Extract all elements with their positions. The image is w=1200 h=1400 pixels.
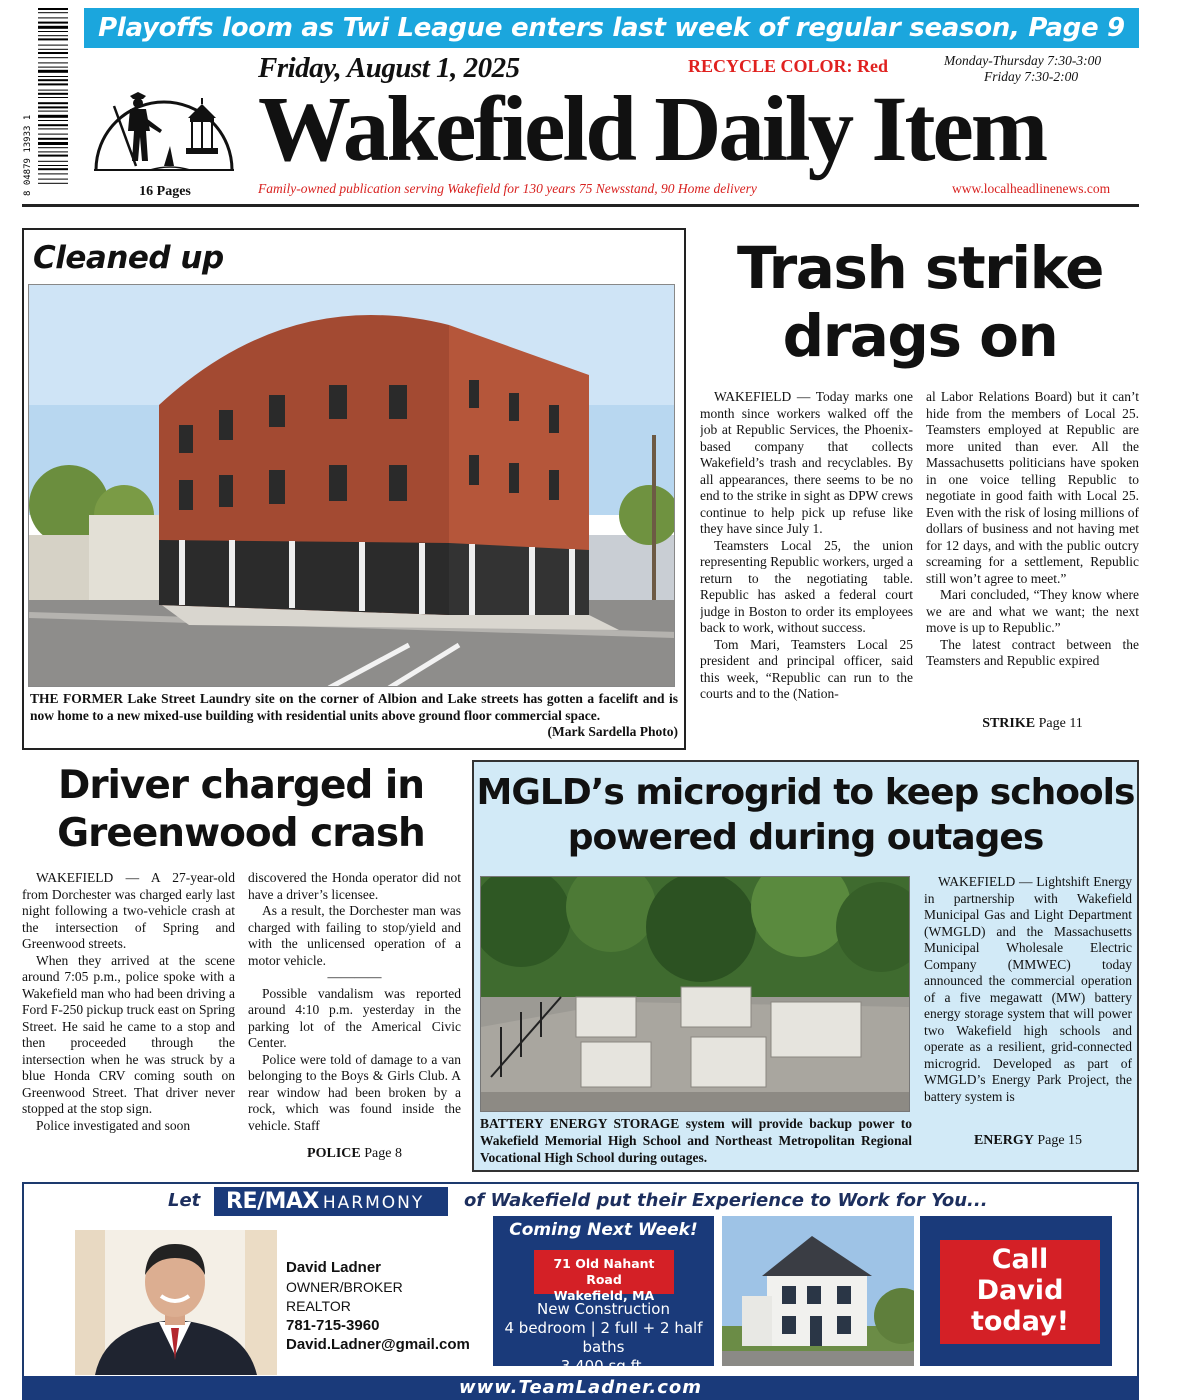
photo-feature-caption: THE FORMER Lake Street Laundry site on the corner of Albion and Lake streets has gotten a facelift and is now home to a new mixed-use building with residential units above ground floor commercial space. <box>30 691 678 723</box>
agent-portrait-image <box>75 1230 277 1375</box>
agent-name: David Ladner <box>286 1259 382 1276</box>
barcode-bar <box>38 120 68 121</box>
agent-portrait <box>75 1230 277 1375</box>
jump-page: Page 11 <box>1038 716 1083 731</box>
battery-storage-photo[interactable] <box>480 876 910 1112</box>
recycle-color-notice: RECYCLE COLOR: Red <box>688 56 889 76</box>
listing-town: Wakefield, MA <box>553 1288 655 1303</box>
remax-harmony-logo <box>214 1187 448 1216</box>
barcode-bar <box>38 147 68 148</box>
barcode-bar <box>38 115 68 118</box>
ad-slogan: of Wakefield put their Experience to Work for You... <box>464 1190 988 1211</box>
listing-rooms: 4 bedroom | 2 full + 2 half baths <box>504 1319 703 1356</box>
barcode-bar <box>38 52 68 54</box>
barcode-bar <box>38 183 68 184</box>
barcode-bar <box>38 161 68 162</box>
barcode-bar <box>38 155 68 157</box>
call-line: Call <box>991 1244 1049 1275</box>
trash-strike-column-1 <box>700 389 913 735</box>
listing-type: New Construction <box>537 1300 670 1318</box>
barcode-bar <box>38 97 68 98</box>
mgld-microgrid-headline[interactable]: MGLD’s microgrid to keep schools powered during outages <box>476 772 1135 858</box>
barcode-bar <box>38 45 68 46</box>
agent-title: OWNER/BROKER <box>286 1279 403 1295</box>
barcode-bar <box>38 79 68 81</box>
driver-story-paragraph: Possible vandalism was reported around 4:10 p.m. yesterday in the parking lot of the Americal Civic Center. <box>248 985 461 1050</box>
barcode-bar <box>38 90 68 91</box>
barcode-bar <box>38 62 68 63</box>
agent-email[interactable]: David.Ladner@gmail.com <box>286 1336 470 1353</box>
driver-story-column-2 <box>248 870 461 1140</box>
newspaper-nameplate: Wakefield Daily Item <box>258 78 1046 181</box>
battery-photo-caption: BATTERY ENERGY STORAGE system will provide backup power to Wakefield Memorial High School and Northeast Metropolitan Regional Vocational High School during outages. <box>480 1116 912 1165</box>
mgld-story-column <box>924 874 1132 1126</box>
barcode-bar <box>38 93 68 95</box>
remax-office: HARMONY <box>322 1193 425 1213</box>
barcode-bar <box>38 106 68 108</box>
barcode-bar <box>38 17 68 18</box>
barcode-bar <box>38 38 68 40</box>
agent-phone[interactable]: 781-715-3960 <box>286 1317 380 1334</box>
trash-strike-paragraph: The latest contract between the Teamsters and Republic expired <box>926 636 1139 668</box>
masthead-divider <box>22 204 1139 207</box>
issue-date: Friday, August 1, 2025 <box>258 52 520 84</box>
barcode-bar <box>38 128 68 129</box>
jump-keyword: POLICE <box>307 1146 361 1161</box>
listing-house-image <box>722 1216 914 1366</box>
battery-storage-photo-image <box>481 877 910 1112</box>
driver-story-column-1 <box>22 870 235 1172</box>
barcode-bar <box>38 142 68 145</box>
ad-intro-word: Let <box>168 1190 201 1211</box>
jump-keyword: STRIKE <box>982 716 1036 731</box>
trash-strike-paragraph: Tom Mari, Teamsters Local 25 president and principal officer, said this week, “Republic can run to the courts and to the (Nation- <box>700 636 913 701</box>
barcode-bar <box>38 83 68 85</box>
trash-strike-paragraph-continued: al Labor Relations Board) but it can’t hide from the members of Local 25. Teamsters employed at Republic are more united than ever. All the Massachusetts politicians have spoken in one voice telling Republic to negotiate in good faith with Local 25. Even with the risk of losing millions of dollars of business and not having met for 12 days, and with the public outcry screaming for a settlement, Republic still won’t agree to meet.” <box>926 389 1139 586</box>
trash-strike-paragraph: Teamsters Local 25, the union representing Republic workers, urged a return to the negotiating table. Republic has asked a federal court judge in Boston to order its employees back to work, without success. <box>700 537 913 635</box>
barcode-bar <box>38 168 68 170</box>
police-log-separator: ———— <box>327 969 382 984</box>
barcode-bar <box>38 151 68 152</box>
building-photo[interactable] <box>28 284 675 687</box>
agent-contact-info <box>286 1257 470 1354</box>
driver-story-jump-line[interactable] <box>248 1146 461 1162</box>
jump-page: Page 15 <box>1037 1133 1083 1148</box>
office-hours-weekday: Monday-Thursday 7:30-3:00 <box>944 53 1102 68</box>
building-photo-image <box>29 285 675 687</box>
barcode-bar <box>38 8 68 10</box>
listing-size: 3,400 sq.ft. <box>560 1357 647 1375</box>
barcode-bar <box>38 179 68 180</box>
page-count: 16 Pages <box>139 184 191 199</box>
mgld-story-jump-line[interactable] <box>924 1133 1132 1149</box>
barcode-bar <box>38 35 68 36</box>
driver-story-paragraph: When they arrived at the scene around 7:05 p.m., police spoke with a Wakefield man who had been driving a Ford F-250 pickup truck east on Spring Street. He said he came to a stop and then proceeded through the intersection when he was struck by a blue Honda CRV coming south on Greenwood Street. That driver never stopped at the stop sign. <box>22 952 235 1116</box>
driver-story-paragraph: WAKEFIELD — A 27-year-old from Dorchester was charged early last night following a two-vehicle crash at the intersection of Spring and Greenwood streets. <box>22 870 235 951</box>
barcode-bar <box>38 173 68 174</box>
barcode-bar <box>38 26 68 29</box>
call-line: David <box>976 1275 1064 1306</box>
top-banner-teaser[interactable]: Playoffs loom as Twi League enters last week of regular season, Page 9 <box>84 8 1139 48</box>
listing-house-photo <box>722 1216 914 1366</box>
barcode-bar <box>38 165 68 166</box>
barcode-bar <box>38 31 68 32</box>
trash-strike-paragraph: Mari concluded, “They know where we are and what we want; the next move is up to Republic.” <box>926 587 1139 635</box>
listing-address-box <box>534 1250 674 1303</box>
coming-next-week-title: Coming Next Week! <box>509 1220 698 1240</box>
trash-strike-column-2 <box>926 389 1139 707</box>
driver-charged-headline[interactable]: Driver charged in Greenwood crash <box>57 763 425 856</box>
barcode-bar <box>38 124 68 126</box>
office-hours-friday: Friday 7:30-2:00 <box>984 69 1079 84</box>
barcode-bar <box>38 134 68 135</box>
barcode-bar <box>38 12 68 13</box>
trash-strike-paragraph: WAKEFIELD — Today marks one month since workers walked off the job at Republic Services, the Phoenix-based company that collects Wakefield’s trash and recyclables. By all appearances, there seems to be no end to the strike in sight as DPW crews continue to help pick up refuse like they have since July 1. <box>700 389 913 536</box>
masthead-tagline: Family-owned publication serving Wakefield for 130 years 75 Newsstand, 90 Home delivery <box>258 181 757 196</box>
team-website-link[interactable]: www.TeamLadner.com <box>22 1376 1139 1400</box>
minuteman-logo-icon <box>90 78 238 188</box>
listing-specs <box>493 1300 714 1376</box>
photo-credit: (Mark Sardella Photo) <box>547 724 678 739</box>
mgld-story-paragraph: WAKEFIELD — Lightshift Energy in partnership with Wakefield Municipal Gas and Light Department (WMGLD) and the Massachusetts Municipal Wholesale Electric Company (MMWEC) today announced the commercial operation of a five megawatt (MW) battery energy storage system that will power two Wakefield high schools and operate as a resilient, grid-connected microgrid. Developed as part of WMGLD’s Energy Park Project, the battery system is <box>924 874 1132 1104</box>
call-line: today! <box>970 1306 1070 1337</box>
photo-feature-heading: Cleaned up <box>33 240 224 276</box>
barcode-number: 8 04879 13933 1 <box>23 114 33 196</box>
barcode-image <box>22 6 70 201</box>
trash-strike-jump-line[interactable] <box>926 716 1139 732</box>
driver-story-paragraph: As a result, the Dorchester man was charged with failing to stop/yield and with the unlicensed operation of a motor vehicle. <box>248 903 461 968</box>
driver-story-paragraph: Police investigated and soon <box>36 1117 191 1133</box>
masthead-website-link[interactable]: www.localheadlinenews.com <box>952 181 1111 196</box>
barcode-bar <box>38 22 68 24</box>
driver-story-paragraph: Police were told of damage to a van belonging to the Boys & Girls Club. A rear window had been broken by a rock, which was found inside the vehicle. Staff <box>248 1051 461 1133</box>
barcode-bar <box>38 67 68 68</box>
barcode-bar <box>38 138 68 140</box>
driver-story-paragraph-continued: discovered the Honda operator did not have a driver’s licensee. <box>248 870 461 902</box>
barcode-bar <box>38 76 68 77</box>
barcode-bar <box>38 102 68 104</box>
barcode-bar <box>38 49 68 50</box>
barcode-bar <box>38 70 68 73</box>
listing-street: 71 Old Nahant Road <box>553 1256 655 1287</box>
call-david-button[interactable] <box>940 1240 1100 1344</box>
remax-brand: RE/MAX <box>226 1189 319 1214</box>
jump-keyword: ENERGY <box>973 1133 1034 1148</box>
jump-page: Page 8 <box>364 1146 402 1161</box>
trash-strike-headline[interactable]: Trash strike drags on <box>736 234 1104 370</box>
barcode-bar <box>38 111 68 112</box>
agent-title: REALTOR <box>286 1298 351 1314</box>
barcode-bar <box>38 57 68 58</box>
